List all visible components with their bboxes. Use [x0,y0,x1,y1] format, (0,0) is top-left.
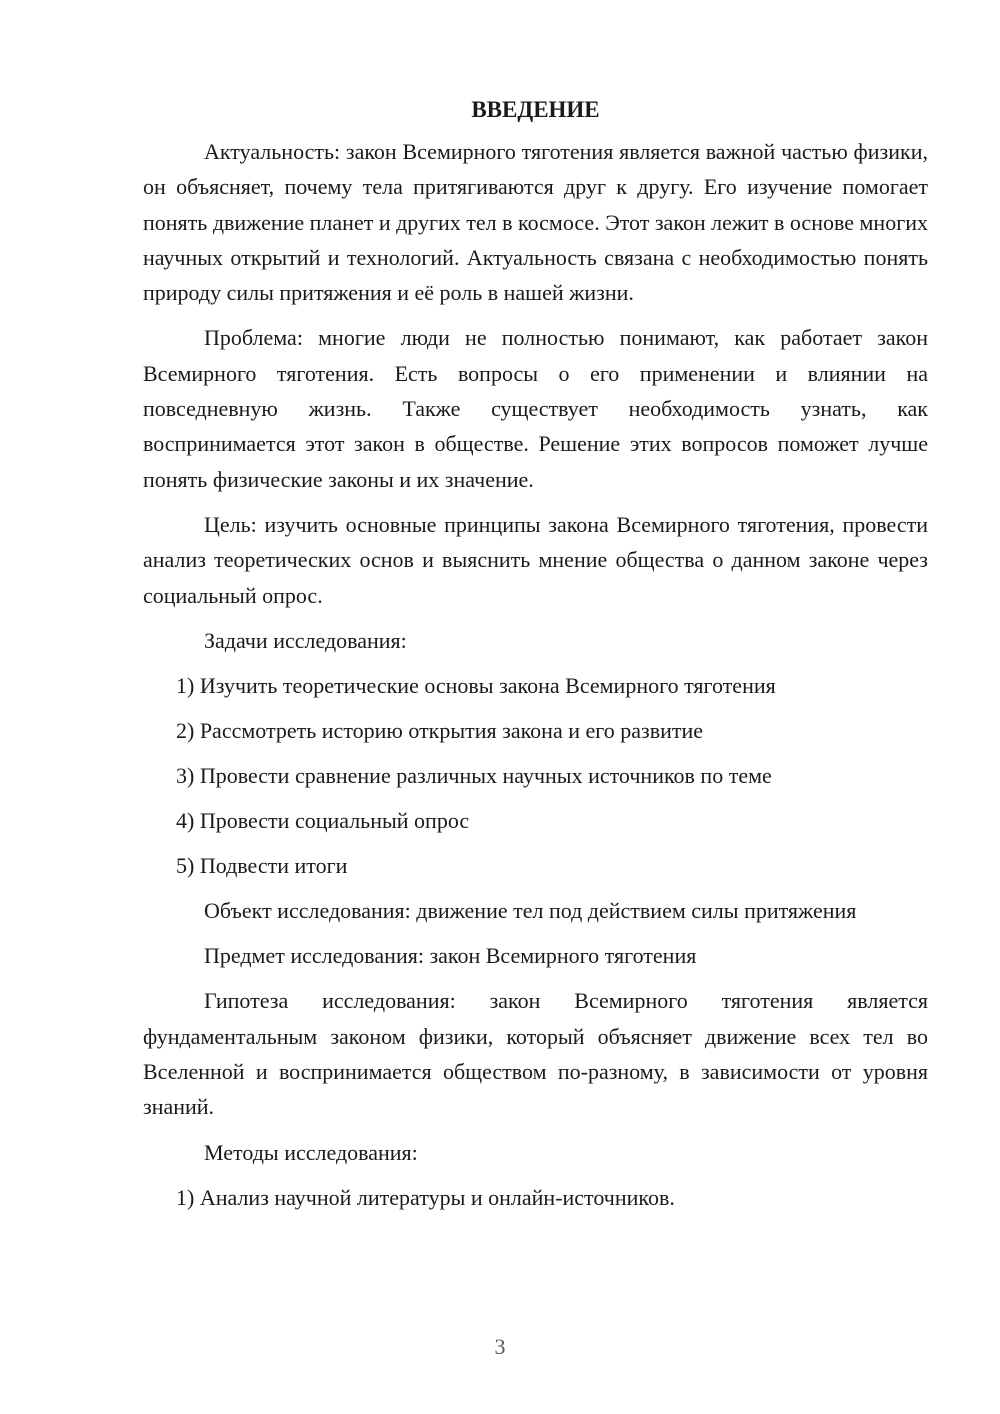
page-title: ВВЕДЕНИЕ [471,97,600,122]
list-item: 1) Анализ научной литературы и онлайн-источников. [176,1184,675,1210]
page-number: 3 [494,1334,506,1359]
relevance-paragraph: Актуальность: закон Всемирного тяготения является важной частью физики, он объясняет, почему тела притягиваются друг к другу. Его изучение помогает понять движение планет и других тел в космосе. Этот закон лежит в основе многих научных открытий и технологий. Актуальность связана с необходимостью понять природу силы притяжения и её роль в нашей жизни. [143,139,928,306]
goal-paragraph: Цель: изучить основные принципы закона Всемирного тяготения, провести анализ теоретических основ и выяснить мнение общества о данном законе через социальный опрос. [143,511,928,608]
list-item: 2) Рассмотреть историю открытия закона и его развитие [176,717,704,743]
problem-paragraph: Проблема: многие люди не полностью понимают, как работает закон Всемирного тяготения. Есть вопросы о его применении и влиянии на повседневную жизнь. Также существует необходимость узнать, как воспринимается этот закон в обществе. Решение этих вопросов поможет лучше понять физические законы и их значение. [143,325,928,492]
tasks-list [143,668,928,883]
list-item: 1) Изучить теоретические основы закона Всемирного тяготения [176,672,776,698]
list-item: 3) Провести сравнение различных научных источников по теме [176,762,772,788]
methods-heading: Методы исследования: [204,1139,418,1165]
hypothesis-paragraph: Гипотеза исследования: закон Всемирного тяготения является фундаментальным законом физики, который объясняет движение всех тел во Вселенной и воспринимается обществом по-разному, в зависимости от уровня знаний. [143,988,928,1120]
methods-list [143,1180,928,1215]
list-item: 5) Подвести итоги [176,852,348,878]
list-item: 4) Провести социальный опрос [176,807,470,833]
document-page [143,92,928,1225]
object-paragraph: Объект исследования: движение тел под действием силы притяжения [204,897,857,923]
subject-paragraph: Предмет исследования: закон Всемирного тяготения [204,943,697,969]
tasks-heading: Задачи исследования: [204,627,407,653]
